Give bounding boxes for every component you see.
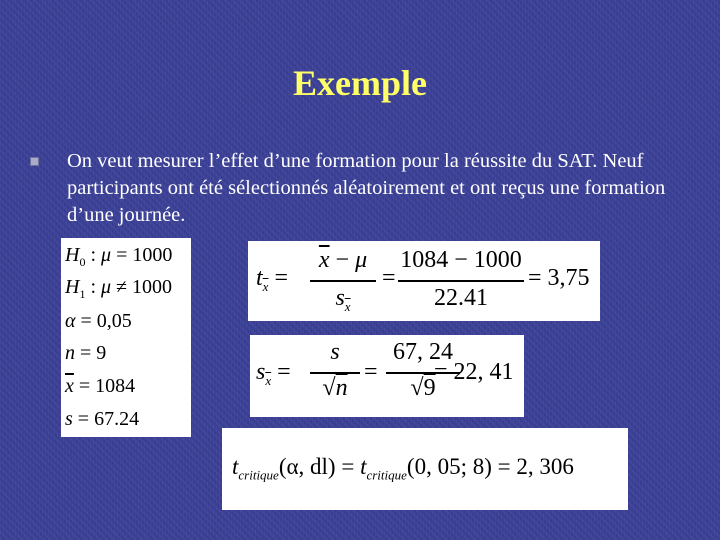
givens-box: [61, 238, 191, 437]
se-numerator: 67, 24: [393, 339, 453, 365]
crit-sub-right: critique: [366, 467, 407, 483]
slide-title: Exemple: [293, 63, 427, 103]
h1-value: 1000: [132, 276, 173, 298]
s-value: 67.24: [94, 408, 140, 430]
n-value: 9: [96, 342, 107, 364]
crit-args-right: (0, 05; 8): [406, 454, 492, 479]
n-line: n = 9: [65, 342, 107, 364]
xbar-line: $\overline{x} = 1084$: [65, 375, 136, 397]
s-line: s = 67.24: [65, 408, 140, 430]
h1-line: $H_1$ : μ ≠ 1000: [65, 276, 173, 301]
h0-line: $H_0$ : μ = 1000: [65, 244, 173, 269]
se-denominator: 9: [423, 375, 436, 401]
t-result: 3,75: [547, 265, 590, 291]
critical-formula-box: $t_{critique}(\alpha$, $dl) = t_{critique}(0$, 05; 8) = 2, 306: [222, 428, 628, 510]
h0-value: 1000: [132, 244, 173, 266]
t-num-mu: 1000: [473, 247, 522, 273]
xbar-value: 1084: [95, 375, 136, 397]
se-result: 22, 41: [453, 359, 514, 385]
t-denominator: 22.41: [434, 285, 488, 311]
bullet-marker: [30, 157, 39, 166]
crit-result: 2, 306: [516, 454, 574, 479]
t-formula-box: $t_{\overline{x}}$ = $\overline{x} - \mu$ $s_{\overline{x}}$ = 1084 − 1000 22.41 = 3,75: [248, 241, 600, 321]
crit-args-left: (α, dl): [278, 454, 336, 479]
crit-sub-left: critique: [238, 467, 279, 483]
alpha-line: α = 0,05: [65, 310, 132, 332]
alpha-value: 0,05: [96, 310, 132, 332]
t-num-mean: 1084: [400, 247, 449, 273]
bullet-text: On veut mesurer l’effet d’une formation pour la réussite du SAT. Neuf participants ont été sélectionnés aléatoirement et ont reçus une formation d’une journée.: [67, 150, 666, 226]
se-formula-box: $s_{\overline{x}}$ = s √n = 67, 24 √9 = 22, 41: [250, 335, 524, 417]
